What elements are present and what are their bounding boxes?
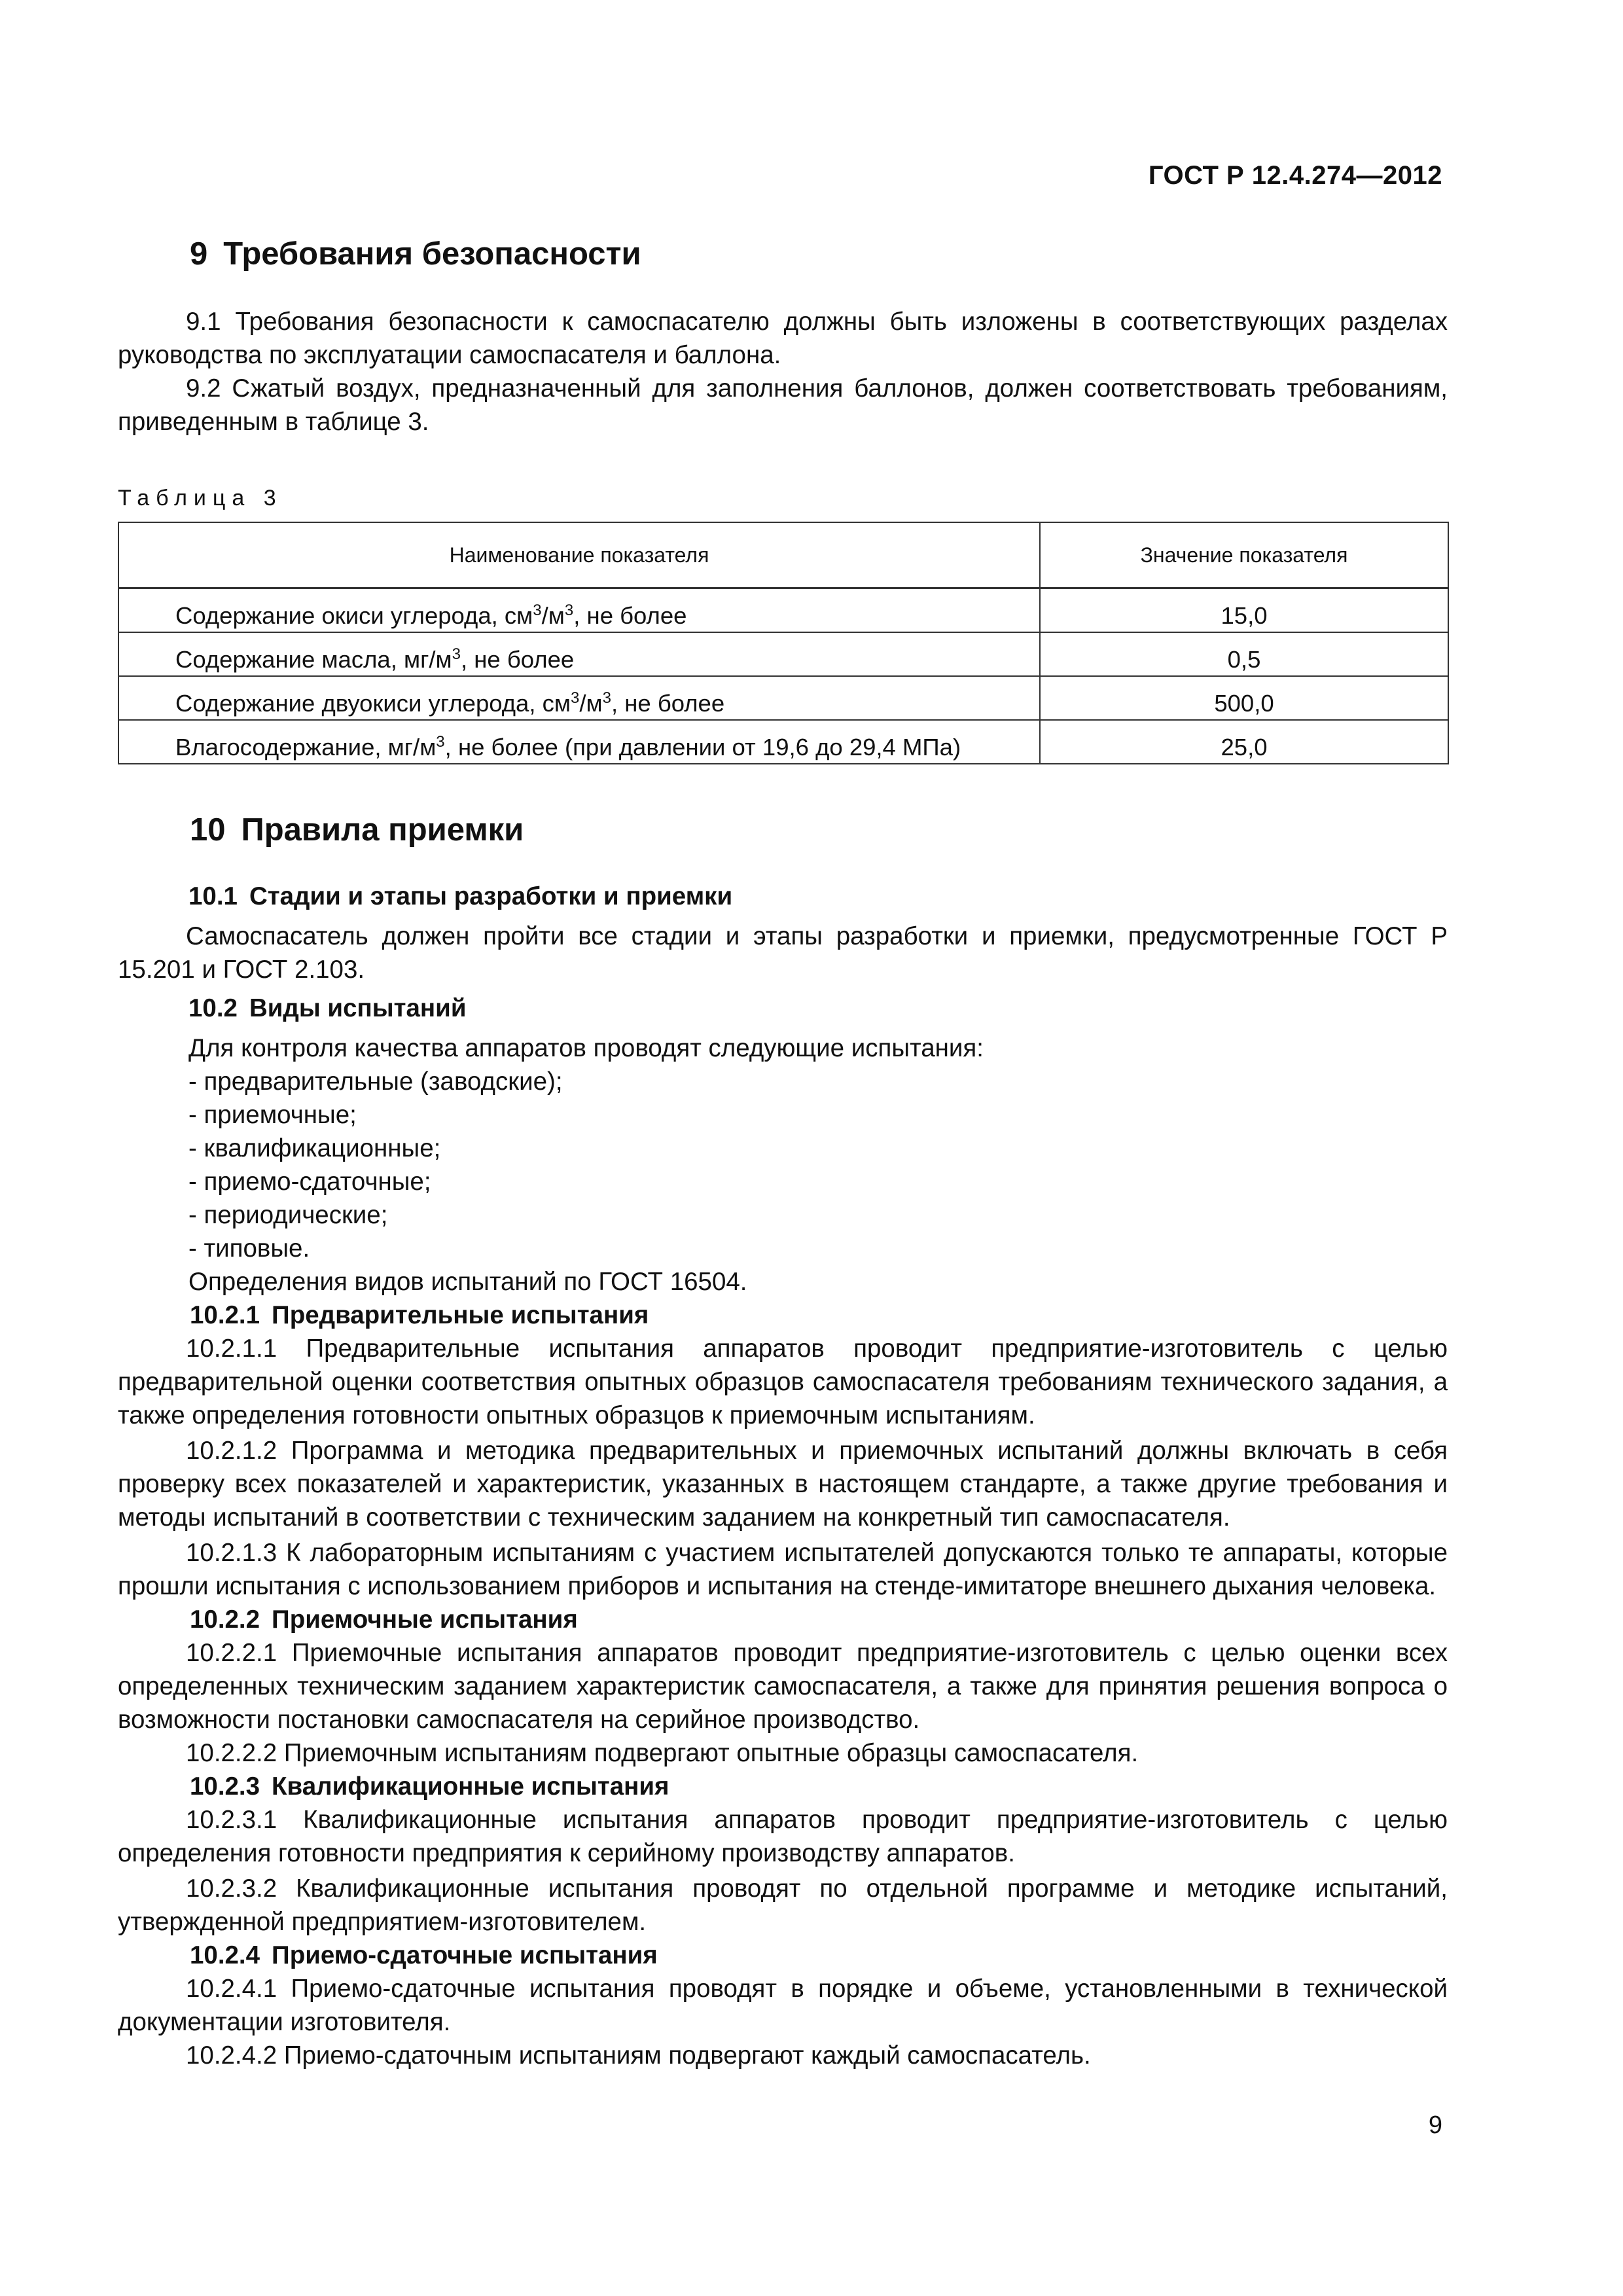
table-cell-name: Содержание масла, $мг/м^3$, не более [118,632,1040,676]
section-title: Требования безопасности [223,236,641,272]
section-number: 10 [190,812,226,848]
table-row [118,676,1448,720]
paragraph-10-2-1-1: 10.2.1.1 Предварительные испытания аппаратов проводит предприятие-изготовитель с целью предварительной оценки соответствия опытных образцов самоспасателя требованиям технического задания, а также определения готовности опытных образцов к приемочным испытаниям. [118,1335,1448,1429]
subsection-10-2-2-heading: 10.2.2 Приемочные испытания [190,1605,578,1634]
paragraph-10-2-3-2: 10.2.3.2 Квалификационные испытания проводят по отдельной программе и методике испытаний, утвержденной предприятием-изготовителем. [118,1874,1448,1936]
table-cell-name: Влагосодержание, $мг/м^3$, не более (при давлении от 19,6 до 29,4 МПа) [118,720,1040,764]
list-item: - приемочные; [188,1101,357,1129]
paragraph-10-1: Самоспасатель должен пройти все стадии и этапы разработки и приемки, предусмотренные ГОСТ Р 15.201 и ГОСТ 2.103. [118,922,1448,984]
subsection-10-2-4-heading: 10.2.4 Приемо-сдаточные испытания [190,1941,658,1969]
paragraph-10-2-3-1: 10.2.3.1 Квалификационные испытания аппаратов проводит предприятие-изготовитель с целью определения готовности предприятия к серийному производству аппаратов. [118,1806,1448,1867]
section-9-heading [118,234,1448,274]
table-header-row [118,522,1448,588]
table-cell-value: 0,5 [1040,632,1448,676]
paragraph-10-2-intro: Для контроля качества аппаратов проводят следующие испытания: [188,1034,984,1062]
column-header-value: Значение показателя [1040,522,1448,588]
list-item: - приемо-сдаточные; [188,1168,431,1196]
page-number: 9 [1428,2111,1442,2139]
test-types-list [118,1065,1448,1265]
section-10-heading [118,810,1448,850]
paragraph-9-1: 9.1 Требования безопасности к самоспасателю должны быть изложены в соответствующих разделах руководства по эксплуатации самоспасателя и баллона. [118,308,1448,369]
table-caption: Таблица 3 [118,486,283,511]
document-code-header: ГОСТ Р 12.4.274—2012 [1148,161,1442,190]
paragraph-10-2-1-2: 10.2.1.2 Программа и методика предварительных и приемочных испытаний должны включать в себя проверку всех показателей и характеристик, указанных в настоящем стандарте, а также другие требования и методы испытаний в соответствии с техническим заданием на конкретный тип самоспасателя. [118,1437,1448,1532]
table-3 [118,522,1449,764]
list-item: - квалификационные; [188,1134,441,1162]
section-number: 9 [190,236,208,272]
subsection-10-2-3-heading: 10.2.3 Квалификационные испытания [190,1772,669,1801]
table-cell-value: 15,0 [1040,588,1448,633]
paragraph-10-2-4-2: 10.2.4.2 Приемо-сдаточным испытаниям подвергают каждый самоспасатель. [186,2041,1091,2070]
subsection-10-1-heading: 10.1 Стадии и этапы разработки и приемки [188,882,733,910]
table-cell-name: Содержание окиси углерода, $см^3/м^3$, не более [118,588,1040,633]
list-item: - предварительные (заводские); [188,1067,563,1096]
paragraph-9-2: 9.2 Сжатый воздух, предназначенный для заполнения баллонов, должен соответствовать требованиям, приведенным в таблице 3. [118,374,1448,436]
table-cell-value: 500,0 [1040,676,1448,720]
list-item: - типовые. [188,1234,310,1263]
section-title: Правила приемки [241,812,524,848]
paragraph-10-2-4-1: 10.2.4.1 Приемо-сдаточные испытания проводят в порядке и объеме, установленными в технической документации изготовителя. [118,1975,1448,2036]
paragraph-10-2-1-3: 10.2.1.3 К лабораторным испытаниям с участием испытателей допускаются только те аппараты, которые прошли испытания с использованием приборов и испытания на стенде-имитаторе внешнего дыхания человека. [118,1539,1448,1600]
paragraph-10-2-definitions: Определения видов испытаний по ГОСТ 16504. [188,1268,747,1296]
table-cell-value: 25,0 [1040,720,1448,764]
subsection-10-2-heading: 10.2 Виды испытаний [188,994,467,1022]
subsection-10-2-1-heading: 10.2.1 Предварительные испытания [190,1301,649,1329]
page-content [118,223,1448,2072]
table-row [118,588,1448,633]
paragraph-10-2-2-2: 10.2.2.2 Приемочным испытаниям подвергают опытные образцы самоспасателя. [186,1739,1139,1767]
table-row [118,632,1448,676]
column-header-name: Наименование показателя [118,522,1040,588]
paragraph-10-2-2-1: 10.2.2.1 Приемочные испытания аппаратов проводит предприятие-изготовитель с целью оценки всех определенных техническим заданием характеристик самоспасателя, а также для принятия решения вопроса о возможности постановки самоспасателя на серийное производство. [118,1639,1448,1734]
list-item: - периодические; [188,1201,388,1229]
table-cell-name: Содержание двуокиси углерода, $см^3/м^3$, не более [118,676,1040,720]
table-row [118,720,1448,764]
